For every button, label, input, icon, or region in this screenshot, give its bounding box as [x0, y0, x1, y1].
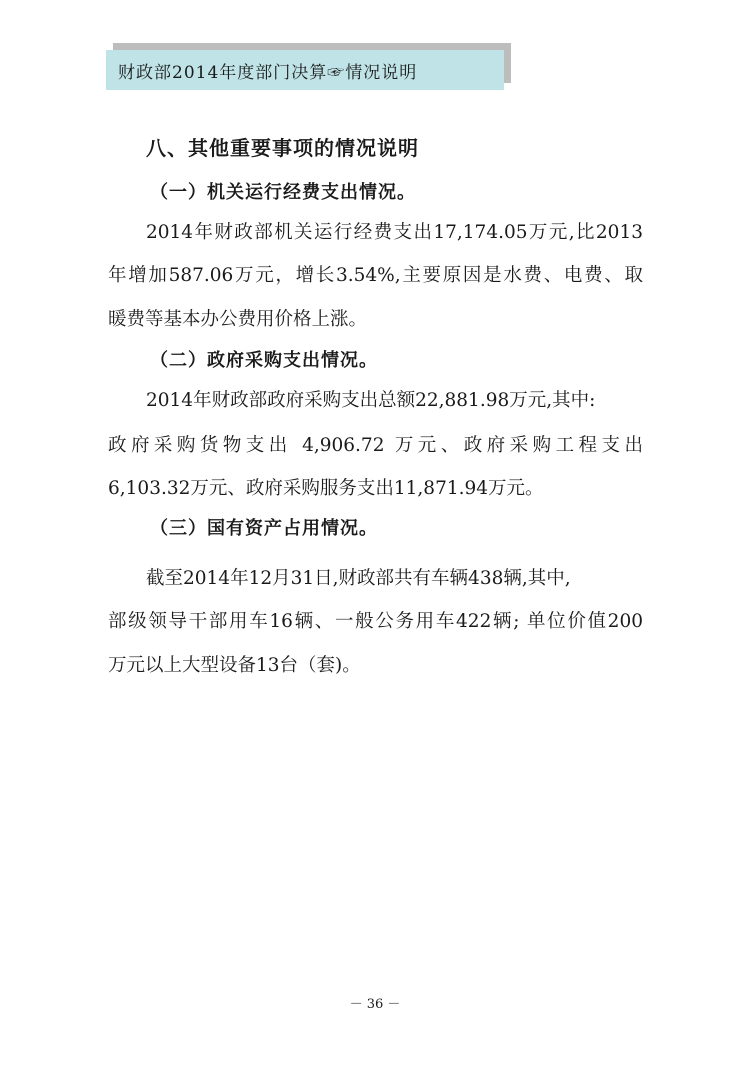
paragraph-line: 2014年财政部政府采购支出总额22,881.98万元,其中:	[146, 390, 596, 411]
section-title: 八、其他重要事项的情况说明	[146, 136, 419, 160]
page-number: － 36 －	[349, 997, 401, 1012]
paragraph-line: 政府采购货物支出 4,906.72 万元、政府采购工程支出	[108, 435, 643, 456]
paragraph-line: 部级领导干部用车16辆、一般公务用车422辆; 单位价值200	[108, 611, 643, 632]
subsection-title-3: （三）国有资产占用情况。	[150, 518, 378, 539]
paragraph-line: 截至2014年12月31日,财政部共有车辆438辆,其中,	[146, 568, 571, 589]
paragraph-line: 暖费等基本办公费用价格上涨。	[108, 309, 368, 330]
paragraph-line: 6,103.32万元、政府采购服务支出11,871.94万元。	[108, 478, 544, 499]
paragraph-line: 年增加587.06万元，增长3.54%,主要原因是水费、电费、取	[108, 265, 643, 286]
paragraph-line: 万元以上大型设备13台（套)。	[108, 655, 361, 676]
subsection-title-1: （一）机关运行经费支出情况。	[150, 182, 416, 203]
paragraph-line: 2014年财政部机关运行经费支出17,174.05万元,比2013	[146, 222, 643, 243]
header-banner	[106, 50, 504, 90]
subsection-title-2: （二）政府采购支出情况。	[150, 350, 378, 371]
header-title: 财政部2014年度部门决算☞情况说明	[118, 62, 418, 83]
